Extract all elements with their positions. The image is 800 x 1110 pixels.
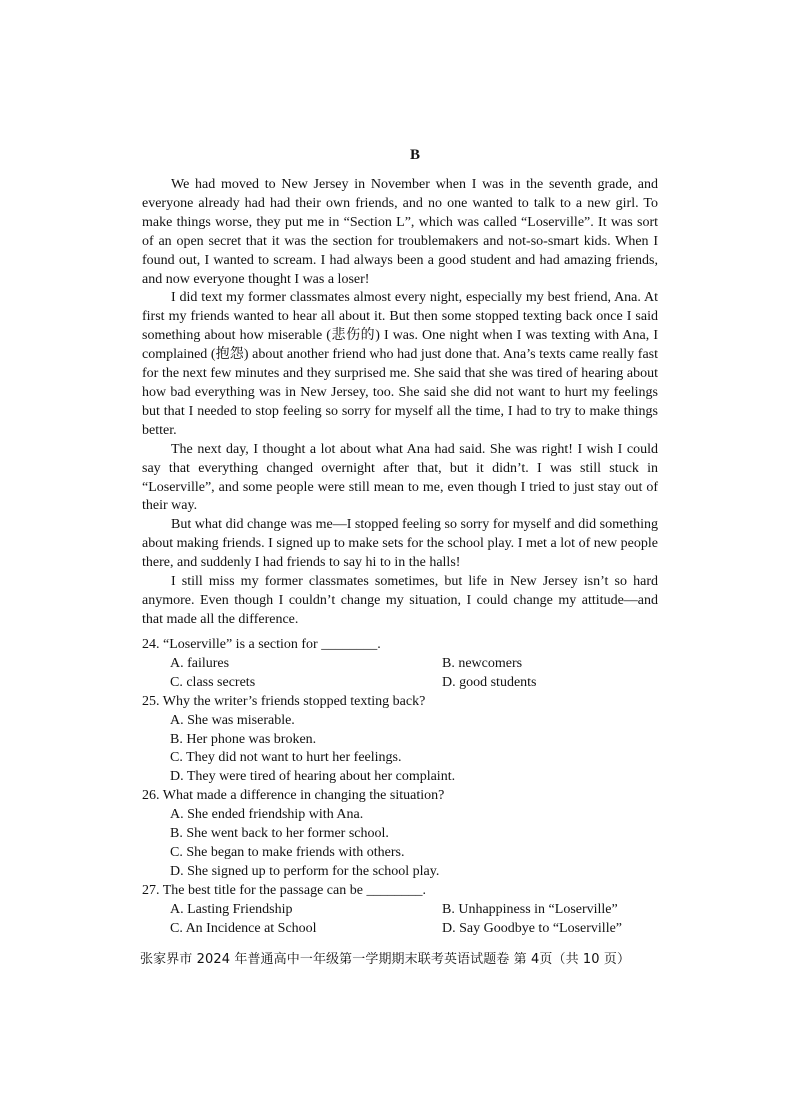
paragraph-5: I still miss my former classmates sometimes, but life in New Jersey isn’t so hard anymore. Even though I couldn’t change my situation, I could change my attitude—and that made all the difference.: [142, 574, 658, 627]
page-footer: 张家界市 2024 年普通高中一年级第一学期期末联考英语试题卷 第 4页（共 10 页）: [140, 952, 631, 967]
option-b: B. Unhappiness in “Loserville”: [442, 901, 618, 917]
reading-passage: [142, 176, 658, 630]
option-c: C. She began to make friends with others.: [170, 844, 405, 860]
option-d: D. Say Goodbye to “Loserville”: [442, 920, 623, 936]
paragraph-2: I did text my former classmates almost every night, especially my best friend, Ana. At first my friends wanted to hear all about it. But then some stopped texting back once I said something about how miserable (悲伤的) I was. One night when I was texting with Ana, I complained (抱怨) about another friend who had just done that. Ana’s texts came really fast for the next few minutes and they surprised me. She said that she was tired of hearing about how bad everything was in New Jersey, too. She said she did not want to hurt my feelings but that I needed to stop feeling so sorry for myself all the time, I had to try to make things better.: [142, 290, 658, 438]
question-stem: 24. “Loserville” is a section for ________.: [142, 637, 381, 652]
option-b: B. She went back to her former school.: [170, 826, 389, 842]
question-stem: 27. The best title for the passage can be ________.: [142, 882, 426, 898]
option-c: C. An Incidence at School: [170, 920, 317, 936]
option-d: D. good students: [442, 674, 537, 690]
option-d: D. They were tired of hearing about her complaint.: [170, 769, 456, 785]
option-a: A. Lasting Friendship: [170, 901, 293, 917]
option-grid: [142, 655, 672, 693]
question-27: [142, 882, 672, 939]
question-26: [142, 787, 672, 882]
question-stem: 25. Why the writer’s friends stopped texting back?: [142, 693, 426, 709]
question-stem: 26. What made a difference in changing the situation?: [142, 788, 445, 804]
option-c: C. class secrets: [170, 674, 256, 690]
option-d: D. She signed up to perform for the school play.: [170, 863, 440, 879]
question-24: [142, 636, 672, 693]
question-25: [142, 693, 672, 788]
option-grid: [142, 901, 672, 939]
section-title: B: [409, 147, 420, 163]
option-a: A. She ended friendship with Ana.: [170, 807, 364, 823]
paragraph-4: But what did change was me—I stopped feeling so sorry for myself and did something about making friends. I signed up to make sets for the school play. I met a lot of new people there, and suddenly I had friends to say hi to in the halls!: [142, 517, 658, 571]
question-list: [142, 636, 672, 939]
option-a: A. failures: [170, 655, 230, 671]
paragraph-3: The next day, I thought a lot about what Ana had said. She was right! I wish I could say that everything changed overnight after that, but it didn’t. I was still stuck in “Loserville”, and some people were still mean to me, even though I tried to just stay out of their way.: [142, 441, 658, 514]
paragraph-1: We had moved to New Jersey in November when I was in the seventh grade, and everyone already had had their own friends, and no one wanted to talk to a new girl. To make things worse, they put me in “Section L”, which was called “Loserville”. It was sort of an open secret that it was the section for troublemakers and not-so-smart kids. When I found out, I wanted to scream. I had always been a good student and had amazing friends, and now everyone thought I was a loser!: [142, 177, 658, 287]
option-b: B. Her phone was broken.: [170, 731, 317, 747]
option-b: B. newcomers: [442, 655, 523, 671]
option-c: C. They did not want to hurt her feelings.: [170, 750, 402, 766]
option-a: A. She was miserable.: [170, 712, 295, 728]
